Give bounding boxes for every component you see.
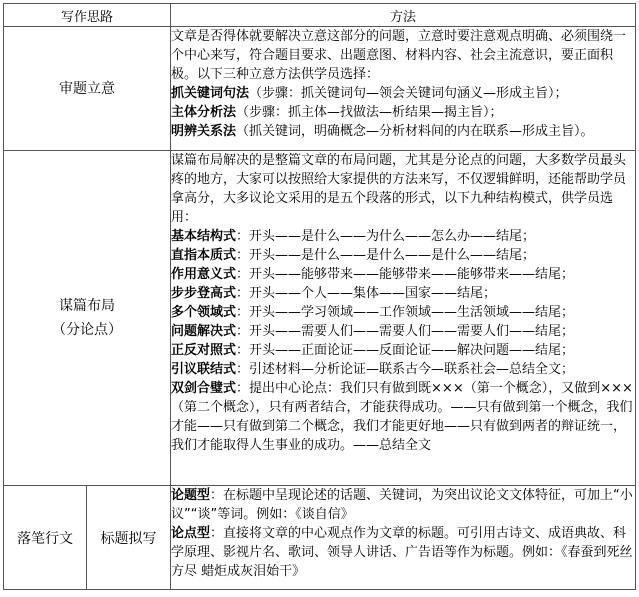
structure-item: [171, 227, 635, 246]
title-type-item: [171, 524, 635, 581]
structure-item: [171, 360, 635, 379]
table-header-row: [4, 4, 636, 27]
content-title-drafting: [171, 486, 636, 590]
method-name: 抓关键词句法: [171, 86, 250, 101]
label-review-topic: 审题立意: [4, 27, 171, 151]
structure-desc: ：开头——能够带来——能够带来——能够带来——结尾；: [236, 267, 575, 282]
structure-item: [171, 303, 635, 322]
content-review-topic: [171, 27, 636, 151]
structure-name: 步步登高式: [171, 286, 237, 301]
label-title-drafting: 标题拟写: [87, 486, 171, 590]
structure-desc: ：开头——正面论证——反面论证——解决问题——结尾；: [236, 343, 575, 358]
structure-desc: ：开头——是什么——为什么——怎么办——结尾；: [236, 229, 536, 244]
structure-desc: ：开头——学习领域——工作领域——生活领域——结尾；: [236, 305, 575, 320]
method-desc: （步骤：抓关键词句—领会关键词句涵义—形成主旨）；: [249, 86, 568, 101]
structure-desc: ：开头——个人——集体——国家——结尾；: [236, 286, 497, 301]
method-desc: （抓关键词，明确概念—分析材料间的内在联系—形成主旨）。: [236, 124, 594, 139]
title-type-desc: ：直接将文章的中心观点作为文章的标题。可引用古诗文、成语典故、科学原理、影视片名、歌词、领导人讲话、广告语等作为标题。例如：《春蚕到死丝方尽 蜡炬成灰泪始干》: [171, 526, 633, 579]
method-item: [171, 84, 635, 103]
title-type-name: 论点型: [171, 526, 211, 541]
layout-label-line1: 谋篇布局: [59, 298, 115, 314]
structure-name: 问题解决式: [171, 324, 237, 339]
structure-name: 双剑合璧式: [171, 381, 237, 396]
structure-name: 正反对照式: [171, 343, 237, 358]
structure-desc: ：引述材料—分析论证—联系古今—联系社会—总结全文；: [236, 362, 575, 377]
structure-item: [171, 322, 635, 341]
title-type-desc: ：在标题中呈现论述的话题、关键词，为突出议论文文体特征，可加上“小议”“谈”等词。例如：《谈自信》: [171, 488, 633, 522]
structure-desc: ：提出中心论点：我们只有做到既×××（第一个概念），又做到×××（第二个概念），只有两者结合，才能获得成功。——只有做到第一个概念，我们才能——只有做到第二个概念，我们才能更好地——只有做到两者的辩证统一，我们才能取得人生事业的成功。——总结全文: [171, 381, 633, 453]
content-layout: [171, 151, 636, 486]
layout-label-line2: （分论点）: [52, 322, 122, 338]
structure-name: 基本结构式: [171, 229, 237, 244]
structure-name: 作用意义式: [171, 267, 237, 282]
method-desc: （步骤：抓主体—找做法—析结果—揭主旨）；: [236, 105, 503, 120]
structure-name: 直指本质式: [171, 248, 237, 263]
title-type-name: 论题型: [171, 488, 211, 503]
structure-item: [171, 341, 635, 360]
label-layout: [4, 151, 171, 486]
structure-desc: ：开头——需要人们——需要人们——需要人们——结尾；: [236, 324, 575, 339]
method-name: 明辨关系法: [171, 124, 237, 139]
table-row-layout: [4, 151, 636, 486]
title-type-item: [171, 486, 635, 524]
structure-item: [171, 246, 635, 265]
method-item: [171, 122, 635, 141]
structure-item: [171, 284, 635, 303]
header-method: 方法: [171, 4, 636, 27]
structure-item: [171, 379, 635, 455]
header-writing-approach: 写作思路: [4, 4, 171, 27]
structure-name: 引议联结式: [171, 362, 237, 377]
method-name: 主体分析法: [171, 105, 237, 120]
writing-method-table: [3, 3, 636, 590]
structure-desc: ：开头——是什么——是什么——是什么——结尾；: [236, 248, 536, 263]
layout-intro: 谋篇布局解决的是整篇文章的布局问题，尤其是分论点的问题，大多数学员最头疼的地方，大家可以按照给大家提供的方法来写，不仅逻辑鲜明，还能帮助学员拿高分，大多议论文采用的是五个段落的形式，以下九种结构模式，供学员选用：: [171, 153, 627, 225]
table-row-review-topic: [4, 27, 636, 151]
label-writing: 落笔行文: [4, 486, 87, 590]
structure-item: [171, 265, 635, 284]
review-topic-intro: 文章是否得体就要解决立意这部分的问题，立意时要注意观点明确、必须围绕一个中心来写，符合题目要求、出题意图、材料内容、社会主流意识，要正面积极。以下三种立意方法供学员选择：: [171, 29, 627, 82]
table-row-writing: [4, 486, 636, 590]
method-item: [171, 103, 635, 122]
structure-name: 多个领域式: [171, 305, 237, 320]
